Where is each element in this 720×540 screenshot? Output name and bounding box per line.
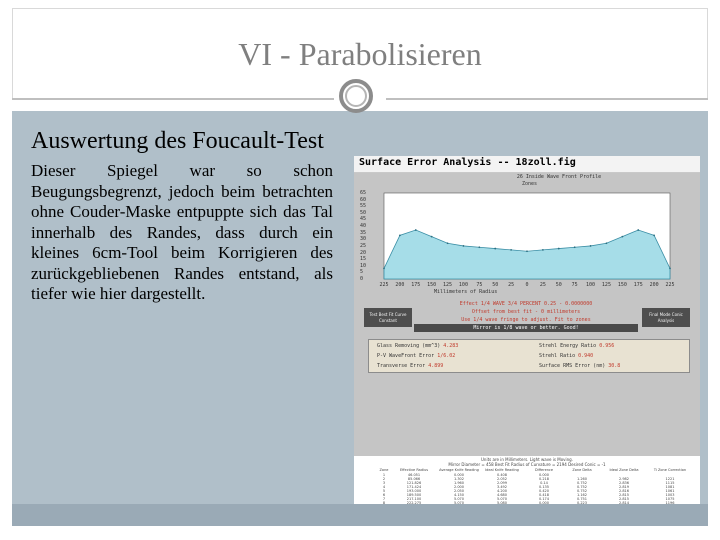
x-tick-label: 25 xyxy=(508,282,515,288)
table-column xyxy=(394,468,434,504)
table-cell: 2.815 xyxy=(618,493,630,497)
table-column-title: Zone Delta xyxy=(572,468,592,472)
table-cell: 2.982 xyxy=(618,477,630,481)
table-column xyxy=(482,468,522,504)
body-paragraph: Dieser Spiegel war so schon Beugungsbegrenzt, jedoch beim betrachten ohne Couder-Maske entpuppte sich das Tal innerhalb des Randes, dass durch ein kleines 6cm-Tool beim Korrigieren des zurückgebliebenen Randes entstand, als tiefer wie hier dargestellt. xyxy=(31,161,333,303)
y-tick-label: 45 xyxy=(360,216,367,223)
wavefront-point xyxy=(637,229,639,231)
x-axis-label: Millimeters of Radius xyxy=(434,289,498,295)
table-cell: 2.836 xyxy=(618,481,630,485)
table-cell: 46.051 xyxy=(407,473,421,477)
table-cell: 0.751 xyxy=(576,497,588,501)
table-column-title: Effective Radius xyxy=(399,468,429,472)
conic-analysis-button[interactable]: Final Mode Conic Analysis xyxy=(642,308,690,327)
x-tick-label: 25 xyxy=(539,282,546,288)
table-cell: 5.070 xyxy=(453,497,465,501)
table-cell: 1075 xyxy=(665,497,675,501)
table-column-title: Difference xyxy=(534,468,554,472)
analysis-message: Use 1/4 wave fringe to adjust. Fit to zones xyxy=(461,317,591,323)
table-cell: 4.200 xyxy=(496,489,508,493)
table-cell: 85.066 xyxy=(407,477,421,481)
table-cell: 0.408 xyxy=(496,473,508,477)
y-tick-label: 50 xyxy=(360,209,367,216)
table-cell: 0.174 xyxy=(538,497,550,501)
x-tick-label: 200 xyxy=(649,282,659,288)
table-column-title: Zone xyxy=(379,468,389,472)
table-cell: 1.960 xyxy=(453,481,465,485)
x-tick-label: 200 xyxy=(395,282,405,288)
wavefront-profile-chart xyxy=(354,173,700,298)
table-column-title: Ideal Zone Delta xyxy=(609,468,639,472)
y-tick-label: 35 xyxy=(360,229,367,236)
table-cell: 2.052 xyxy=(496,477,508,481)
title-rule-left xyxy=(12,98,334,100)
x-tick-label: 225 xyxy=(665,282,675,288)
analysis-message: Offset from best fit - 0 millimeters xyxy=(471,309,581,315)
x-tick-label: 225 xyxy=(379,282,389,288)
stat-row: Strehl Energy Ratio 0.956 xyxy=(539,343,615,349)
x-tick-label: 50 xyxy=(492,282,499,288)
table-cell: 5 xyxy=(382,489,386,493)
table-cell: 1115 xyxy=(665,481,675,485)
wavefront-point xyxy=(478,246,480,248)
wavefront-point xyxy=(542,249,544,251)
x-tick-label: 75 xyxy=(571,282,578,288)
table-cell: 3 xyxy=(382,481,386,485)
table-cell: 5.080 xyxy=(496,501,508,504)
wavefront-point xyxy=(415,229,417,231)
table-cell: 0.000 xyxy=(538,473,550,477)
table-cell: 5.070 xyxy=(496,497,508,501)
analysis-window-header xyxy=(354,156,700,173)
table-cell: 121.826 xyxy=(406,481,422,485)
stat-row: Strehl Ratio 0.940 xyxy=(539,353,594,359)
table-cell: 0.000 xyxy=(538,501,550,504)
stat-row: Transverse Error 4.899 xyxy=(377,363,444,369)
wavefront-point xyxy=(669,268,671,270)
table-cell: 1196 xyxy=(665,501,675,504)
table-column-title: Ideal Knife Reading xyxy=(485,468,519,472)
table-cell: 0.135 xyxy=(538,485,550,489)
y-tick-label: 65 xyxy=(360,190,367,196)
wavefront-point xyxy=(558,248,560,250)
chart-subtitle: 26 Inside Wave Front Profile xyxy=(516,174,602,180)
x-tick-label: 0 xyxy=(525,282,529,288)
wavefront-point xyxy=(447,242,449,244)
table-column xyxy=(524,468,564,504)
y-tick-label: 20 xyxy=(360,249,367,256)
table-cell: 189.500 xyxy=(406,493,422,497)
wavefront-point xyxy=(606,242,608,244)
x-tick-label: 150 xyxy=(427,282,437,288)
x-tick-label: 175 xyxy=(411,282,421,288)
y-tick-label: 55 xyxy=(360,203,367,210)
analysis-window-title: Surface Error Analysis -- 18zoll.fig xyxy=(359,157,576,168)
table-cell: 2.099 xyxy=(496,481,508,485)
x-tick-label: 75 xyxy=(476,282,483,288)
y-tick-label: 40 xyxy=(360,223,367,230)
footer-band xyxy=(12,504,708,526)
table-cell: 2 xyxy=(382,477,386,481)
table-cell: 2.050 xyxy=(453,489,465,493)
analysis-plot-area xyxy=(354,173,700,456)
analysis-message: Mirror is 1/8 wave or better. Good! xyxy=(414,324,638,332)
table-cell: 193.000 xyxy=(406,489,422,493)
table-cell: 1 xyxy=(382,473,386,477)
stat-row: Surface RMS Error (nm) 30.8 xyxy=(539,363,621,369)
surface-error-analysis-screenshot xyxy=(354,156,700,504)
wavefront-point xyxy=(574,246,576,248)
table-cell: 0.420 xyxy=(538,489,550,493)
table-cell: 222.275 xyxy=(406,501,422,504)
table-cell: 0.752 xyxy=(576,481,588,485)
table-column xyxy=(650,468,690,504)
y-tick-label: 10 xyxy=(360,262,367,269)
y-tick-label: 60 xyxy=(360,196,367,203)
table-cell: 0.223 xyxy=(576,501,588,504)
wavefront-point xyxy=(526,250,528,252)
table-cell: 0.418 xyxy=(538,493,550,497)
table-cell: 0.14 xyxy=(540,481,548,485)
zone-data-table xyxy=(354,456,700,504)
analysis-message: Effect 1/4 WAVE 3/4 PERCENT 0.25 - 0.0000000 xyxy=(459,301,593,307)
wavefront-point xyxy=(621,236,623,238)
table-cell: 4.680 xyxy=(496,493,508,497)
slide-title: VI - Parabolisieren xyxy=(238,36,482,72)
y-tick-label: 0 xyxy=(360,276,364,282)
wavefront-point xyxy=(463,245,465,247)
table-cell: 1.260 xyxy=(576,477,588,481)
y-tick-label: 5 xyxy=(360,269,364,276)
x-tick-label: 125 xyxy=(601,282,611,288)
wavefront-point xyxy=(510,249,512,251)
stats-panel xyxy=(368,339,690,373)
table-cell: 4.150 xyxy=(453,493,465,497)
x-tick-label: 175 xyxy=(633,282,643,288)
table-cell: 1221 xyxy=(665,477,675,481)
table-cell: 2.815 xyxy=(618,497,630,501)
best-fit-button[interactable]: Test Best Fit Curve Constant xyxy=(364,308,412,327)
table-cell: 1081 xyxy=(665,485,675,489)
table-column-title: Ti Zone Correction xyxy=(653,468,687,472)
x-tick-label: 50 xyxy=(555,282,562,288)
x-tick-label: 100 xyxy=(458,282,468,288)
y-tick-label: 15 xyxy=(360,256,367,263)
analysis-messages xyxy=(414,300,638,334)
table-cell: 0.752 xyxy=(576,489,588,493)
stat-row: P-V WaveFront Error 1/6.02 xyxy=(377,353,456,359)
table-cell: 2.814 xyxy=(618,501,630,504)
table-cell: 0.218 xyxy=(538,477,550,481)
table-header: Units are in Millimeters. Light wave is Moving. Mirror Diameter = 458 Best Fit Radius of Curvature = 2194 Desired Conic = -1 xyxy=(448,457,606,467)
table-cell: 1003 xyxy=(665,493,675,497)
chart-zones-label: Zones xyxy=(522,181,538,187)
table-cell: 6 xyxy=(382,493,386,497)
stat-row: Glass Removing (mm^3) 4.283 xyxy=(377,343,459,349)
table-cell: 1061 xyxy=(665,489,675,493)
table-column xyxy=(604,468,644,504)
wavefront-point xyxy=(653,234,655,236)
table-cell: 3.492 xyxy=(496,485,508,489)
table-cell: 7 xyxy=(382,497,386,501)
x-tick-label: 100 xyxy=(586,282,596,288)
slide-subtitle: Auswertung des Foucault-Test xyxy=(31,128,324,154)
x-tick-label: 125 xyxy=(443,282,453,288)
table-cell: 2.000 xyxy=(453,485,465,489)
table-column xyxy=(439,468,479,504)
wavefront-point xyxy=(494,248,496,250)
table-cell: 2.819 xyxy=(618,485,630,489)
table-cell: 5.070 xyxy=(453,501,465,504)
table-cell: 0.752 xyxy=(576,485,588,489)
wavefront-point xyxy=(399,234,401,236)
table-cell: 1.302 xyxy=(453,477,465,481)
table-cell: 217.100 xyxy=(406,497,422,501)
y-tick-label: 30 xyxy=(360,236,367,243)
table-cell: 171.424 xyxy=(406,485,422,489)
table-cell: 8 xyxy=(382,501,386,504)
table-cell: 0.000 xyxy=(453,473,465,477)
y-tick-label: 25 xyxy=(360,242,367,249)
table-cell: 1.162 xyxy=(576,493,588,497)
table-column-title: Average Knife Reading xyxy=(439,468,479,472)
title-rule-right xyxy=(386,98,708,100)
table-column xyxy=(562,468,602,504)
wavefront-point xyxy=(590,245,592,247)
ring-ornament xyxy=(339,79,373,113)
wavefront-point xyxy=(431,236,433,238)
table-cell: 2.816 xyxy=(618,489,630,493)
x-tick-label: 150 xyxy=(617,282,627,288)
table-cell: 4 xyxy=(382,485,386,489)
